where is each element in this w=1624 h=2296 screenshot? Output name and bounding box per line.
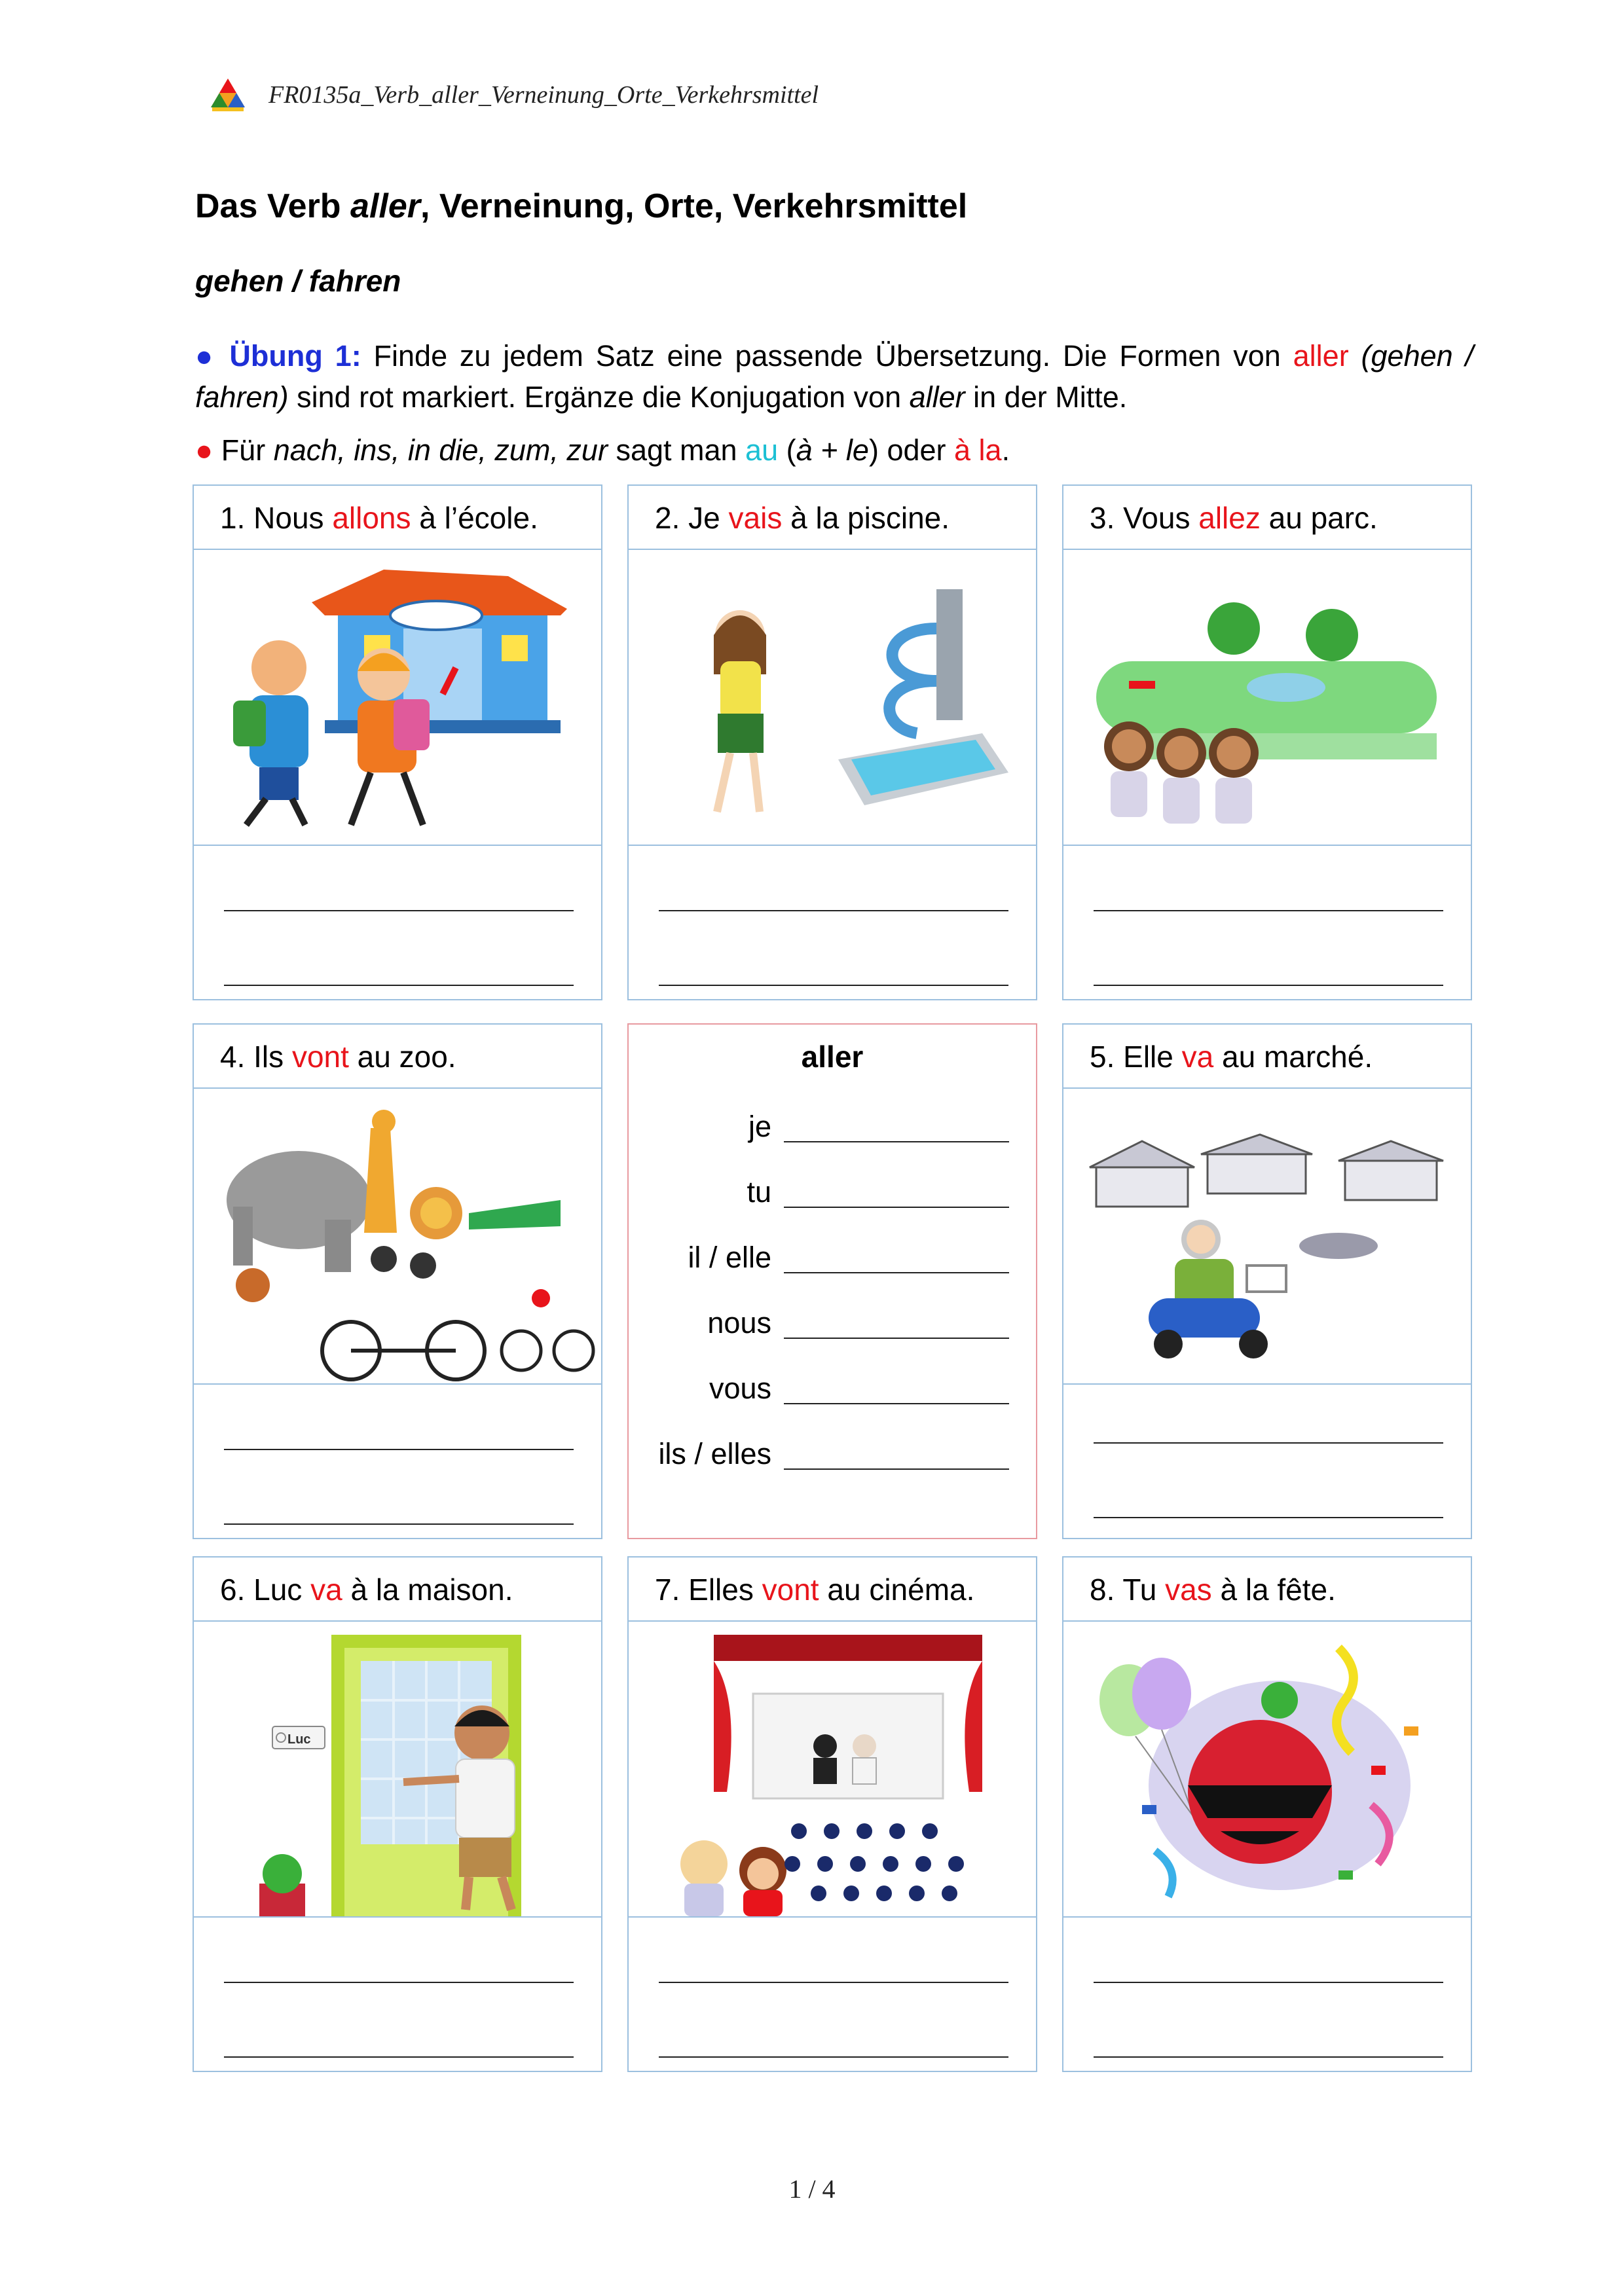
bullet: ● (195, 339, 217, 373)
conjugation-blank[interactable] (784, 1141, 1009, 1142)
market-scooter-image (1063, 1089, 1471, 1385)
exercise-instruction (195, 335, 1473, 418)
exercise-label: Übung 1: (229, 339, 361, 373)
answer-line[interactable] (224, 985, 574, 986)
answer-line[interactable] (1094, 1442, 1443, 1444)
pronoun: il / elle (688, 1241, 771, 1274)
conjugation-box (627, 1023, 1037, 1539)
school-children-image (194, 550, 601, 846)
girl-swimming-pool-image (629, 550, 1036, 846)
exercise-card-3 (1062, 484, 1472, 1000)
conjugation-row (629, 1175, 1036, 1214)
verb-form: vont (291, 1040, 349, 1074)
exercise-card-5 (1062, 1023, 1472, 1539)
hint-text: . (1001, 433, 1010, 467)
answer-lines (194, 1918, 601, 2072)
pyramid-logo-icon (208, 77, 248, 113)
verb-form: allez (1198, 501, 1261, 535)
exercise-card-8 (1062, 1556, 1472, 2072)
card-sentence: 1. Nous allons à l’école. (194, 486, 601, 550)
conjugation-row (629, 1372, 1036, 1411)
card-sentence: 7. Elles vont au cinéma. (629, 1558, 1036, 1622)
instruction-text (1349, 339, 1361, 373)
answer-line[interactable] (659, 1982, 1008, 1983)
pronoun: nous (707, 1306, 771, 1339)
exercise-card-4 (193, 1023, 602, 1539)
verb-form: va (310, 1573, 342, 1607)
verb-form: vont (762, 1573, 819, 1607)
title-text-post: , Verneinung, Orte, Verkehrsmittel (420, 187, 968, 225)
conjugation-blank[interactable] (784, 1272, 1009, 1273)
conjugation-blank[interactable] (784, 1207, 1009, 1208)
title-text-pre: Das Verb (195, 187, 351, 225)
conjugation-blank[interactable] (784, 1403, 1009, 1404)
card-sentence: 2. Je vais à la piscine. (629, 486, 1036, 550)
card-sentence: 4. Ils vont au zoo. (194, 1025, 601, 1089)
conjugation-row (629, 1110, 1036, 1149)
answer-line[interactable] (659, 910, 1008, 911)
hint-text: Für (213, 433, 274, 467)
pronoun: je (748, 1110, 771, 1143)
exercise-card-6 (193, 1556, 602, 2072)
answer-line[interactable] (1094, 1982, 1443, 1983)
a-la-word: à la (954, 433, 1002, 467)
pronoun: vous (709, 1372, 771, 1405)
file-name: FR0135a_Verb_aller_Verneinung_Orte_Verkehrsmittel (268, 81, 819, 109)
page-header (208, 75, 819, 115)
pronoun: tu (747, 1175, 771, 1209)
park-children-image (1063, 550, 1471, 846)
instruction-italic: (gehen / fahren) (195, 339, 1473, 414)
instruction-text: sind rot markiert. Ergänze die Konjugation von (288, 380, 910, 414)
conjugation-row (629, 1437, 1036, 1476)
title-verb: aller (350, 187, 421, 225)
luc-house-door-image (194, 1622, 601, 1918)
aller-italic-word: aller (909, 380, 965, 414)
grammar-hint (195, 429, 1010, 471)
answer-line[interactable] (1094, 910, 1443, 911)
bullet: ● (195, 433, 213, 467)
answer-line[interactable] (659, 2056, 1008, 2058)
answer-line[interactable] (1094, 2056, 1443, 2058)
answer-line[interactable] (1094, 1517, 1443, 1518)
exercise-card-2 (627, 484, 1037, 1000)
verb-form: va (1181, 1040, 1214, 1074)
conjugation-title: aller (801, 1040, 864, 1074)
au-word: au (745, 433, 779, 467)
pronoun: ils / elles (658, 1437, 771, 1470)
conjugation-blank[interactable] (784, 1338, 1009, 1339)
answer-line[interactable] (1094, 985, 1443, 986)
verb-form: vais (728, 501, 783, 535)
verb-form: allons (332, 501, 411, 535)
conjugation-blank[interactable] (784, 1468, 1009, 1470)
verb-form: vas (1165, 1573, 1212, 1607)
hint-text: sagt man (607, 433, 746, 467)
answer-lines (1063, 1918, 1471, 2072)
card-sentence: 8. Tu vas à la fête. (1063, 1558, 1471, 1622)
hint-italic: nach, ins, in die, zum, zur (273, 433, 608, 467)
aller-red-word: aller (1293, 339, 1349, 373)
instruction-text: in der Mitte. (965, 380, 1128, 414)
answer-lines (629, 1918, 1036, 2072)
page-subtitle: gehen / fahren (195, 264, 401, 298)
card-sentence: 3. Vous allez au parc. (1063, 486, 1471, 550)
answer-line[interactable] (224, 1982, 574, 1983)
conjugation-row (629, 1241, 1036, 1280)
hint-text: ( (778, 433, 796, 467)
answer-lines (194, 846, 601, 1000)
answer-lines (1063, 1385, 1471, 1539)
party-balloons-image (1063, 1622, 1471, 1918)
answer-line[interactable] (224, 2056, 574, 2058)
answer-lines (194, 1385, 601, 1539)
cinema-audience-image (629, 1622, 1036, 1918)
exercise-card-7 (627, 1556, 1037, 2072)
hint-text: ) oder (868, 433, 955, 467)
door-sign-text: Luc (287, 1732, 311, 1747)
answer-line[interactable] (224, 1449, 574, 1450)
answer-line[interactable] (224, 910, 574, 911)
answer-line[interactable] (224, 1523, 574, 1525)
instruction-text: Finde zu jedem Satz eine passende Übersetzung. Die Formen von (361, 339, 1293, 373)
page-title (195, 187, 967, 226)
card-sentence: 6. Luc va à la maison. (194, 1558, 601, 1622)
page-number: 1 / 4 (788, 2174, 836, 2204)
conjugation-row (629, 1306, 1036, 1345)
a-le-italic: à + le (796, 433, 869, 467)
exercise-card-1 (193, 484, 602, 1000)
answer-lines (629, 846, 1036, 1000)
answer-line[interactable] (659, 985, 1008, 986)
card-sentence: 5. Elle va au marché. (1063, 1025, 1471, 1089)
zoo-animals-bikes-image (194, 1089, 601, 1385)
answer-lines (1063, 846, 1471, 1000)
